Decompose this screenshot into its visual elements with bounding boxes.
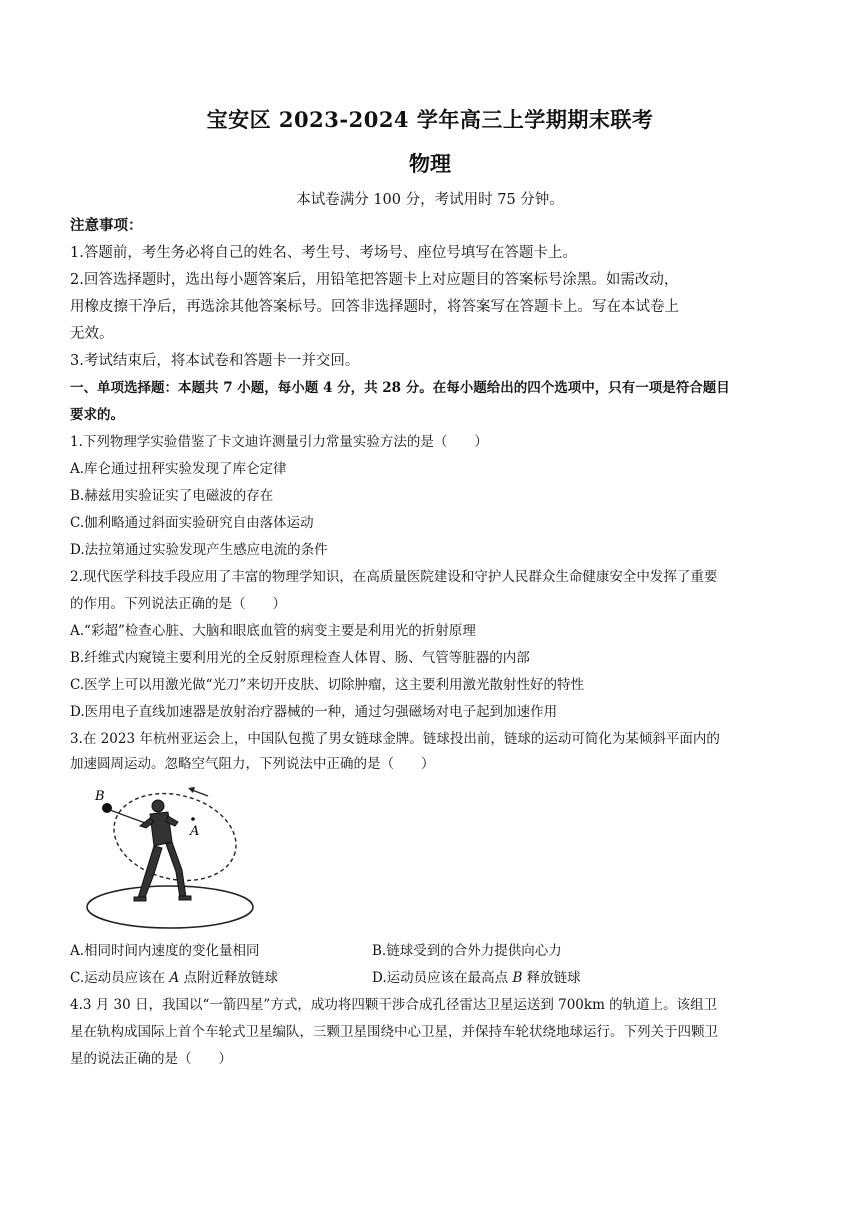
- q2-option-d: D.医用电子直线加速器是放射治疗器械的一种，通过匀强磁场对电子起到加速作用: [70, 704, 558, 720]
- q2-stem: 2.现代医学科技手段应用了丰富的物理学知识，在高质量医院建设和守护人民群众生命健康安全中发挥了重要: [70, 569, 718, 585]
- ground-circle: [87, 886, 253, 928]
- q2-option-a: A.“彩超”检查心脏、大脑和眼底血管的病变主要是利用光的折射原理: [70, 623, 476, 639]
- note-item: 3.考试结束后，将本试卷和答题卡一并交回。: [70, 353, 360, 369]
- q1-option-d: D.法拉第通过实验发现产生感应电流的条件: [70, 542, 328, 558]
- q3-option-b: B.链球受到的合外力提供向心力: [372, 943, 562, 959]
- orbit-path: [105, 782, 246, 893]
- q3-option-c-var: A: [169, 970, 180, 986]
- q4-stem: 4.3 月 30 日，我国以“一箭四星”方式，成功将四颗干涉合成孔径雷达卫星运送到 700km 的轨道上。该组卫: [70, 997, 718, 1013]
- q1-stem: 1.下列物理学实验借鉴了卡文迪许测量引力常量实验方法的是（ ）: [70, 434, 488, 450]
- note-item: 无效。: [70, 326, 114, 342]
- q2-option-c: C.医学上可以用激光做“光刀”来切开皮肤、切除肿瘤，这主要利用激光散射性好的特性: [70, 677, 584, 693]
- point-b-label: B: [95, 789, 105, 804]
- q2-stem-cont: 的作用。下列说法正确的是（ ）: [70, 596, 286, 612]
- q3-option-c-text: C.运动员应该在: [70, 970, 170, 986]
- exam-title: 宝安区 2023-2024 学年高三上学期期末联考: [206, 107, 654, 132]
- hammer-wire: [110, 810, 148, 824]
- q1-option-b: B.赫兹用实验证实了电磁波的存在: [70, 488, 274, 504]
- q1-option-a: A.库仑通过扭秤实验发现了库仑定律: [70, 461, 287, 477]
- q3-stem: 3.在 2023 年杭州亚运会上，中国队包揽了男女链球金牌。链球投出前，链球的运动可简化为某倾斜平面内的: [70, 731, 720, 747]
- q2-option-b: B.纤维式内窥镜主要利用光的全反射原理检查人体胃、肠、气管等脏器的内部: [70, 650, 530, 666]
- q3-option-a: A.相同时间内速度的变化量相同: [70, 943, 260, 959]
- direction-arrow-head: [188, 787, 195, 793]
- q3-option-c-text-end: 点附近释放链球: [179, 970, 278, 986]
- q3-option-d-text-end: 释放链球: [522, 970, 581, 986]
- hammer-throw-figure: [80, 782, 260, 932]
- note-item: 2.回答选择题时，选出每小题答案后，用铅笔把答题卡上对应题目的答案标号涂黑。如需改动，: [70, 272, 679, 288]
- direction-arrow: [192, 790, 208, 796]
- q4-stem-end: 星的说法正确的是（ ）: [70, 1051, 232, 1067]
- notes-heading: 注意事项：: [70, 217, 143, 234]
- q3-stem-cont: 加速圆周运动。忽略空气阻力，下列说法中正确的是（ ）: [70, 756, 435, 772]
- q3-option-d-var: B: [512, 970, 523, 986]
- note-item: 用橡皮擦干净后，再选涂其他答案标号。回答非选择题时，将答案写在答题卡上。写在本试卷上: [70, 299, 679, 315]
- section-heading-cont: 要求的。: [70, 407, 124, 423]
- q4-stem-cont: 星在轨构成国际上首个车轮式卫星编队，三颗卫星围绕中心卫星，并保持车轮状绕地球运行。下列关于四颗卫: [70, 1024, 718, 1040]
- section-heading: 一、单项选择题：本题共 7 小题，每小题 4 分，共 28 分。在每小题给出的四个选项中，只有一项是符合题目: [70, 380, 730, 396]
- exam-subject: 物理: [409, 151, 451, 176]
- exam-info: 本试卷满分 100 分，考试用时 75 分钟。: [296, 192, 564, 208]
- q3-option-d-text: D.运动员应该在最高点: [372, 970, 513, 986]
- hammer-ball: [102, 803, 112, 813]
- q3-option-d: [372, 968, 581, 988]
- point-a-label: A: [190, 824, 200, 839]
- q1-option-c: C.伽利略通过斜面实验研究自由落体运动: [70, 515, 314, 531]
- note-item: 1.答题前，考生务必将自己的姓名、考生号、考场号、座位号填写在答题卡上。: [70, 245, 577, 261]
- point-a-marker: [191, 817, 195, 821]
